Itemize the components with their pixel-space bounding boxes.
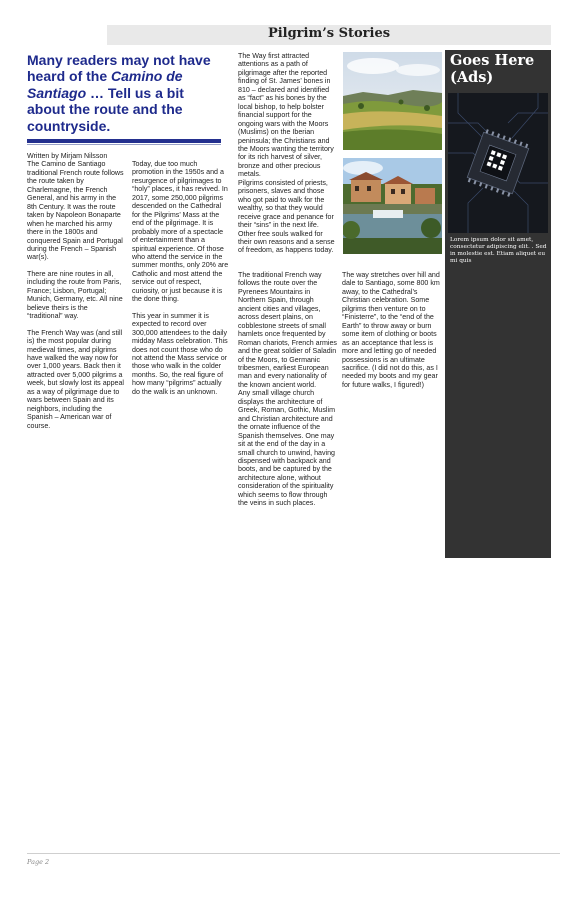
paragraph: The Way first attracted attentions as a path of pilgrimage after the reported finding of St. James’ bones in 810 – declared and identified as “fact” as his bones by the local bishop, to help bolster financial support for the ongoing wars with the Moors (Muslims) on the Iberian peninsula; the Christians and the Moors wanting the territory for its rich harvest of silver, bronze and other precious metals. Pilgrims consisted of priests, prisoners, slaves and those who got paid to walk for the wealthy, so that they would receive grace and penance for their “sins” in the next life. Other free souls walked for their own reasons and a sense of freedom, as happens today. — [238, 52, 335, 255]
circuit-chip-image — [448, 93, 548, 233]
article-column-1 — [27, 152, 125, 430]
paragraph: The French Way was (and still is) the most popular during medieval times, and pilgrims have walked the way now for over 1,000 years. Back then it attracted over 5,000 pilgrims a week, but slowly lost its appeal as a way of pilgrimage due to wars between Spain and its neighbors, including the Spanish – American war of course. — [27, 328, 124, 430]
paragraph: Today, due too much promotion in the 1950s and a resurgence of pilgrimages to “holy” places, it has revived. In 2017, some 250,000 pilgrims descended on the Cathedral for the Pilgrims’ Mass at the end of the pilgrimage. It is probably more of a spectacle of entertainment than a spiritual experience. Of those who attend the service in the summer months, only 20% are Catholic and most attend the service out of respect, curiosity, or just because it is the done thing. — [132, 160, 229, 304]
article-column-3-bottom — [238, 271, 338, 508]
village-photo — [343, 158, 442, 254]
ad-body-text: Lorem ipsum dolor sit amet, consectetur adipiscing elit. . Sed in molestie est. Etiam aliquet eu mi quis — [450, 237, 547, 265]
paragraph: Written by Mirjam Nilsson The Camino de Santiago traditional French route follows the route taken by Charlemagne, the French General, and his army in the 8th Century. It was the route taken by Napoleon Bonaparte when he marched his army there in the 1800s and conquered Spain and Portugal during the French – Spanish war(s). — [27, 152, 124, 262]
headline-part-2: … Tell us a bit about the route and the countryside. — [27, 84, 184, 134]
page-header — [107, 25, 551, 45]
article-column-2 — [132, 160, 230, 396]
headline-part-1: Many readers may not have heard of the — [27, 52, 211, 85]
paragraph: The way stretches over hill and dale to Santiago, some 800 km away, to the Cathedral’s Christian celebration. Some pilgrims then venture on to “Finisterre”, to the “end of the Earth” to throw away or burn some item of clothing or boots as an acceptance that less is more and letting go of needed possessions is an ultimate sacrifice. (I did not do this, as I needed my boots and my gear for future walks, I figured!) — [342, 271, 440, 389]
page-number: Page 2 — [27, 858, 50, 866]
paragraph: This year in summer it is expected to record over 300,000 attendees to the daily midday Mass celebration. This does not count those who do not attend the Mass service or those who walk in the colder months. So, the real figure of how many “pilgrims” actually do the walk is an unknown. — [132, 311, 228, 396]
paragraph: The traditional French way follows the route over the Pyrenees Mountains in Northern Spain, through ancient cities and villages, across desert plains, on cobblestone streets of small hamlets once frequented by Roman chariots, French armies and the great soldier of Saladin of the Moors, to Germanic tribesmen, earliest European man and every nationality of the known ancient world. Any small village church displays the architecture of Greek, Roman, Gothic, Muslim and Christian architecture and the ornate influence of the Spanish themselves. One may sit at the end of the day in a small church to unwind, having dispensed with backpack and boots, and be captured by the architecture alone, without consideration of the spirituality which seems to flow through the veins in such places. — [238, 271, 337, 508]
ad-title: Goes Here (Ads) — [450, 52, 535, 86]
article-headline — [27, 52, 225, 134]
footer-rule — [27, 853, 560, 854]
headline-rule-thin — [27, 144, 221, 145]
article-column-4 — [342, 271, 442, 389]
countryside-photo — [343, 52, 442, 150]
paragraph: There are nine routes in all, including the route from Paris, France; Lisbon, Portugal; Munich, Germany, etc. All nine believe theirs is the “traditional” way. — [27, 269, 123, 321]
page-title: Pilgrim’s Stories — [267, 26, 391, 41]
headline-rule — [27, 139, 221, 143]
article-column-3-top — [238, 52, 338, 255]
headline-emphasis: Camino de Santiago — [27, 68, 183, 101]
ad-sidebar — [445, 50, 551, 558]
